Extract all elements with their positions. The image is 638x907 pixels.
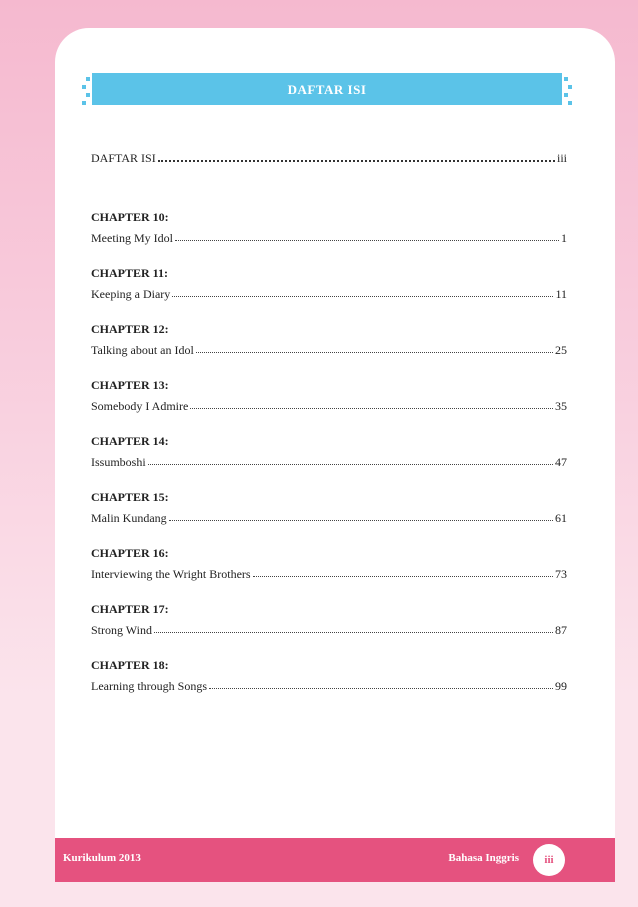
leader-dots [154, 622, 553, 633]
chapter-link[interactable] [91, 454, 567, 470]
decor-pixel [568, 101, 572, 105]
chapter-page-number: 35 [555, 399, 567, 413]
chapter-link[interactable] [91, 566, 567, 582]
decor-pixel [568, 85, 572, 89]
chapter-heading: CHAPTER 11: [91, 266, 169, 280]
chapter-entry [91, 377, 567, 414]
chapter-page-number: 73 [555, 567, 567, 581]
chapter-heading: CHAPTER 12: [91, 322, 169, 336]
toc-page-number: iii [556, 151, 567, 165]
chapter-page-number: 87 [555, 623, 567, 637]
chapter-link[interactable] [91, 510, 567, 526]
chapter-page-number: 1 [561, 231, 567, 245]
chapter-link[interactable] [91, 342, 567, 358]
title-banner [82, 73, 572, 107]
decor-pixel [82, 85, 86, 89]
toc-label: DAFTAR ISI [91, 151, 156, 165]
chapter-title: Meeting My Idol [91, 231, 173, 245]
chapter-entry [91, 265, 567, 302]
chapter-page-number: 99 [555, 679, 567, 693]
chapter-heading: CHAPTER 14: [91, 434, 169, 448]
chapter-title: Strong Wind [91, 623, 152, 637]
chapter-page-number: 11 [555, 287, 567, 301]
chapter-title: Somebody I Admire [91, 399, 189, 413]
leader-dots [196, 342, 553, 353]
chapter-title: Interviewing the Wright Brothers [91, 567, 251, 581]
chapter-title: Keeping a Diary [91, 287, 171, 301]
table-of-contents [91, 150, 567, 713]
chapter-link[interactable] [91, 622, 567, 638]
footer-bar [55, 838, 615, 882]
chapter-heading: CHAPTER 18: [91, 658, 169, 672]
leader-dots [169, 510, 553, 521]
chapter-heading: CHAPTER 10: [91, 210, 169, 224]
leader-dots [158, 150, 555, 162]
chapter-link[interactable] [91, 230, 567, 246]
chapter-title: Learning through Songs [91, 679, 207, 693]
chapter-link[interactable] [91, 678, 567, 694]
chapter-page-number: 25 [555, 343, 567, 357]
chapter-page-number: 61 [555, 511, 567, 525]
leader-dots [209, 678, 553, 689]
decor-pixel [86, 93, 90, 97]
leader-dots [253, 566, 553, 577]
chapter-entry [91, 489, 567, 526]
chapter-heading: CHAPTER 16: [91, 546, 169, 560]
leader-dots [172, 286, 553, 297]
chapter-entry [91, 321, 567, 358]
decor-pixel [82, 101, 86, 105]
chapter-heading: CHAPTER 13: [91, 378, 169, 392]
page-title: DAFTAR ISI [92, 73, 562, 105]
chapter-entry [91, 657, 567, 694]
footer-page-number: iii [533, 844, 565, 876]
toc-entry-daftar-isi[interactable] [91, 150, 567, 166]
chapter-title: Talking about an Idol [91, 343, 194, 357]
chapter-heading: CHAPTER 15: [91, 490, 169, 504]
chapter-link[interactable] [91, 398, 567, 414]
decor-pixel [564, 93, 568, 97]
footer-curriculum: Kurikulum 2013 [63, 852, 141, 864]
chapter-heading: CHAPTER 17: [91, 602, 169, 616]
leader-dots [175, 230, 559, 241]
chapter-entry [91, 209, 567, 246]
chapter-entry [91, 433, 567, 470]
chapter-page-number: 47 [555, 455, 567, 469]
leader-dots [190, 398, 553, 409]
chapter-list [91, 209, 567, 694]
decor-pixel [86, 77, 90, 81]
decor-pixel [564, 77, 568, 81]
chapter-title: Issumboshi [91, 455, 146, 469]
chapter-entry [91, 545, 567, 582]
chapter-link[interactable] [91, 286, 567, 302]
chapter-entry [91, 601, 567, 638]
leader-dots [148, 454, 553, 465]
footer-subject: Bahasa Inggris [448, 852, 519, 864]
chapter-title: Malin Kundang [91, 511, 167, 525]
